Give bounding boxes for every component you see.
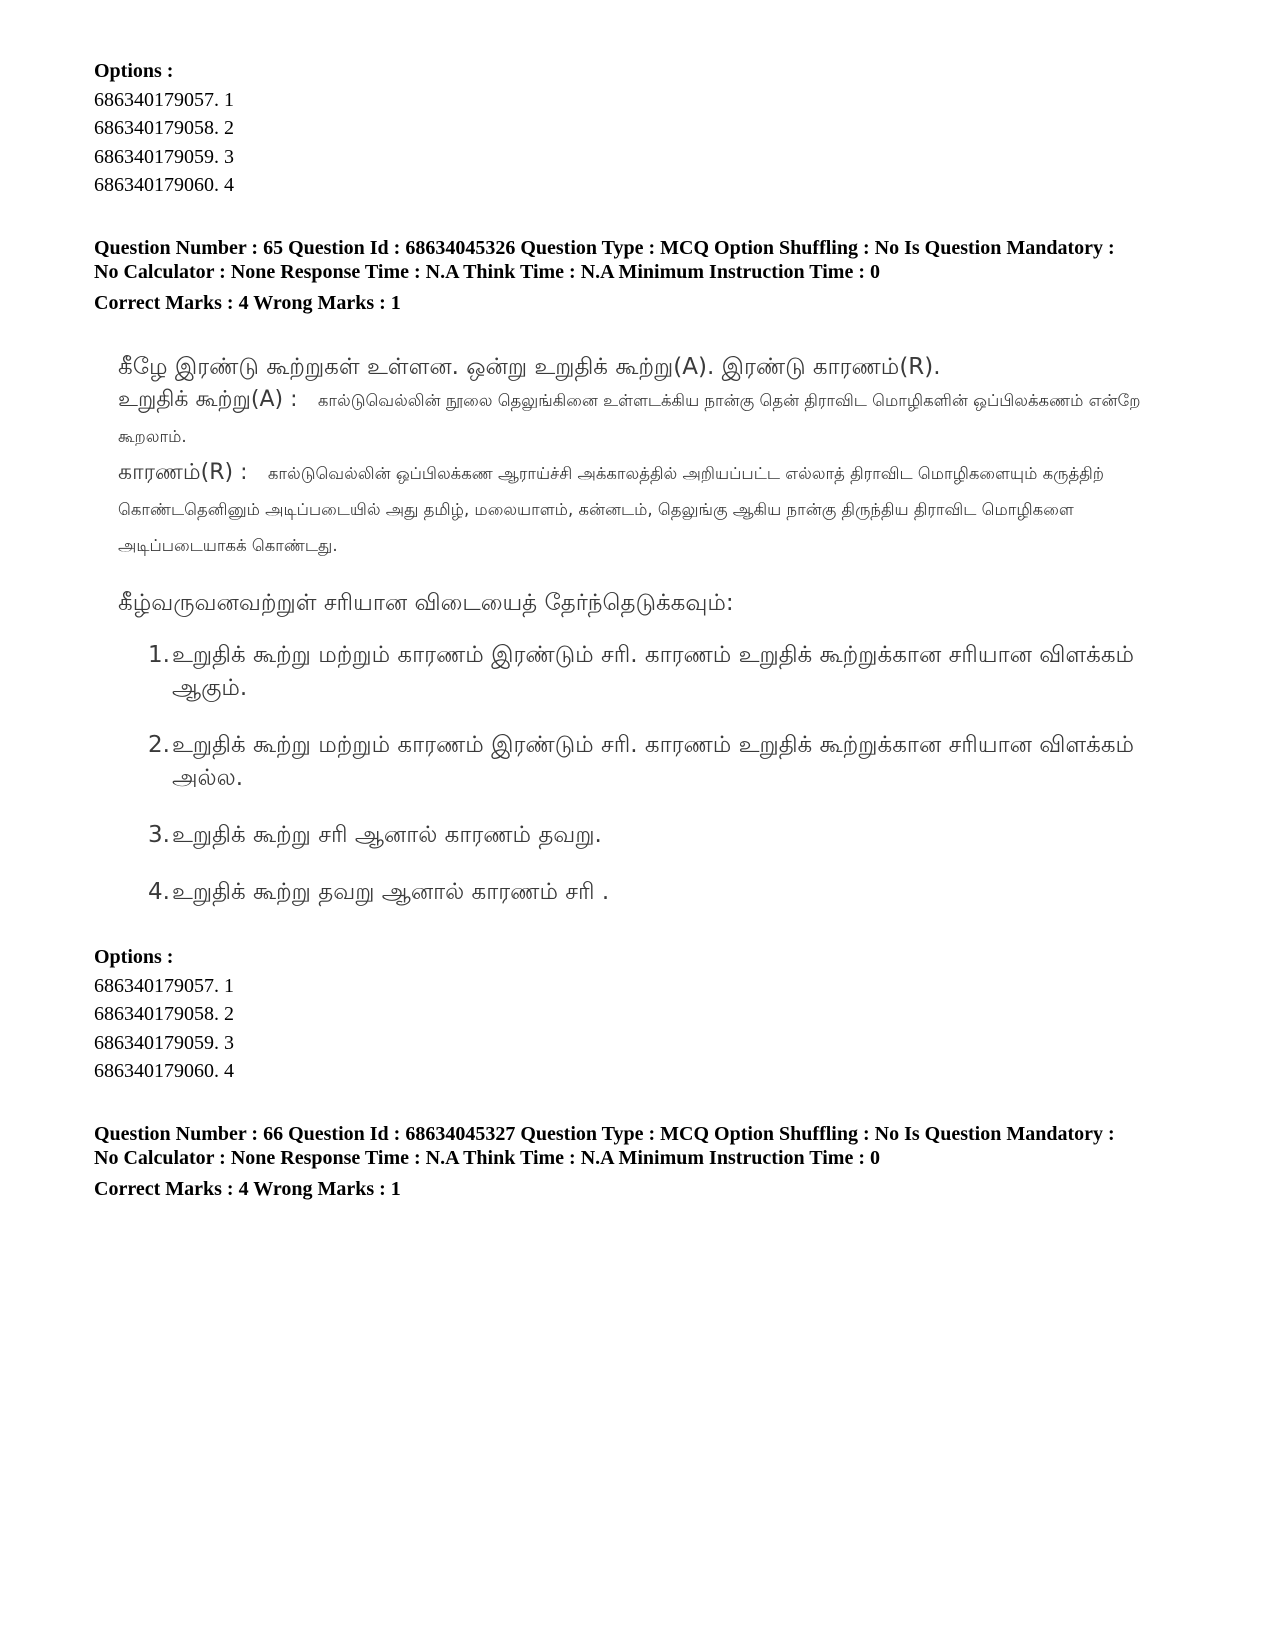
assertion-text: கால்டுவெல்லின் நூலை தெலுங்கினை உள்ளடக்கிய நான்கு தென் திராவிட மொழிகளின் ஒப்பிலக்கணம் என்றே கூறலாம். — [118, 391, 1141, 446]
choice-item — [148, 819, 1198, 852]
option-line: 686340179060. 4 — [94, 1060, 234, 1082]
question-prompt: கீழ்வருவனவற்றுள் சரியான விடையைத் தேர்ந்தெடுக்கவும்: — [118, 590, 734, 616]
reason-statement — [118, 455, 1198, 564]
option-line: 686340179059. 3 — [94, 1031, 234, 1054]
question-meta-line: Question Number : 65 Question Id : 68634045326 Question Type : MCQ Option Shuffling : No Is Question Mandatory : — [94, 237, 1115, 259]
q65-marks: Correct Marks : 4 Wrong Marks : 1 — [94, 292, 401, 314]
choice-number: 4. — [148, 879, 170, 905]
choice-text: உறுதிக் கூற்று தவறு ஆனால் காரணம் சரி . — [172, 879, 610, 905]
reason-text: கால்டுவெல்லின் ஒப்பிலக்கண ஆராய்ச்சி அக்காலத்தில் அறியப்பட்ட எல்லாத் திராவிட மொழிகளையும் கருத்திற் கொண்டதெனினும் அடிப்படையில் அது தமிழ், மலையாளம், கன்னடம், தெலுங்கு ஆகிய நான்கு திருந்திய திராவிட மொழிகளை அடிப்படையாகக் கொண்டது. — [118, 464, 1104, 555]
choice-number: 1. — [148, 642, 170, 668]
top-options-block — [94, 57, 234, 200]
choice-item — [148, 876, 1198, 909]
q65-question-body — [118, 352, 1198, 933]
question-meta-line: No Calculator : None Response Time : N.A Think Time : N.A Minimum Instruction Time : 0 — [94, 1146, 880, 1169]
choice-text: உறுதிக் கூற்று மற்றும் காரணம் இரண்டும் சரி. காரணம் உறுதிக் கூற்றுக்கான சரியான விளக்கம் ஆகும். — [172, 642, 1135, 701]
option-line: 686340179057. 1 — [94, 974, 234, 997]
choice-number: 2. — [148, 732, 170, 758]
option-line: 686340179059. 3 — [94, 145, 234, 168]
choice-item — [148, 639, 1198, 705]
q65-meta — [94, 237, 1115, 284]
question-intro: கீழே இரண்டு கூற்றுகள் உள்ளன. ஒன்று உறுதிக் கூற்று(A). இரண்டு காரணம்(R). — [118, 354, 941, 380]
option-line: 686340179057. 1 — [94, 88, 234, 111]
choice-text: உறுதிக் கூற்று மற்றும் காரணம் இரண்டும் சரி. காரணம் உறுதிக் கூற்றுக்கான சரியான விளக்கம் அல்ல. — [172, 732, 1135, 791]
q65-options-block — [94, 943, 234, 1086]
options-label: Options : — [94, 60, 174, 82]
q66-marks: Correct Marks : 4 Wrong Marks : 1 — [94, 1178, 401, 1200]
choice-number: 3. — [148, 822, 170, 848]
question-meta-line: No Calculator : None Response Time : N.A Think Time : N.A Minimum Instruction Time : 0 — [94, 260, 880, 283]
option-line: 686340179058. 2 — [94, 117, 234, 139]
choice-list — [148, 639, 1198, 909]
q66-meta — [94, 1123, 1115, 1170]
option-line: 686340179058. 2 — [94, 1003, 234, 1025]
question-meta-line: Question Number : 66 Question Id : 68634045327 Question Type : MCQ Option Shuffling : No Is Question Mandatory : — [94, 1123, 1115, 1145]
options-label: Options : — [94, 946, 174, 968]
reason-label: காரணம்(R) : — [118, 460, 248, 485]
assertion-label: உறுதிக் கூற்று(A) : — [118, 387, 298, 412]
choice-item — [148, 729, 1198, 795]
assertion-statement — [118, 382, 1198, 455]
option-line: 686340179060. 4 — [94, 174, 234, 196]
choice-text: உறுதிக் கூற்று சரி ஆனால் காரணம் தவறு. — [172, 822, 602, 848]
